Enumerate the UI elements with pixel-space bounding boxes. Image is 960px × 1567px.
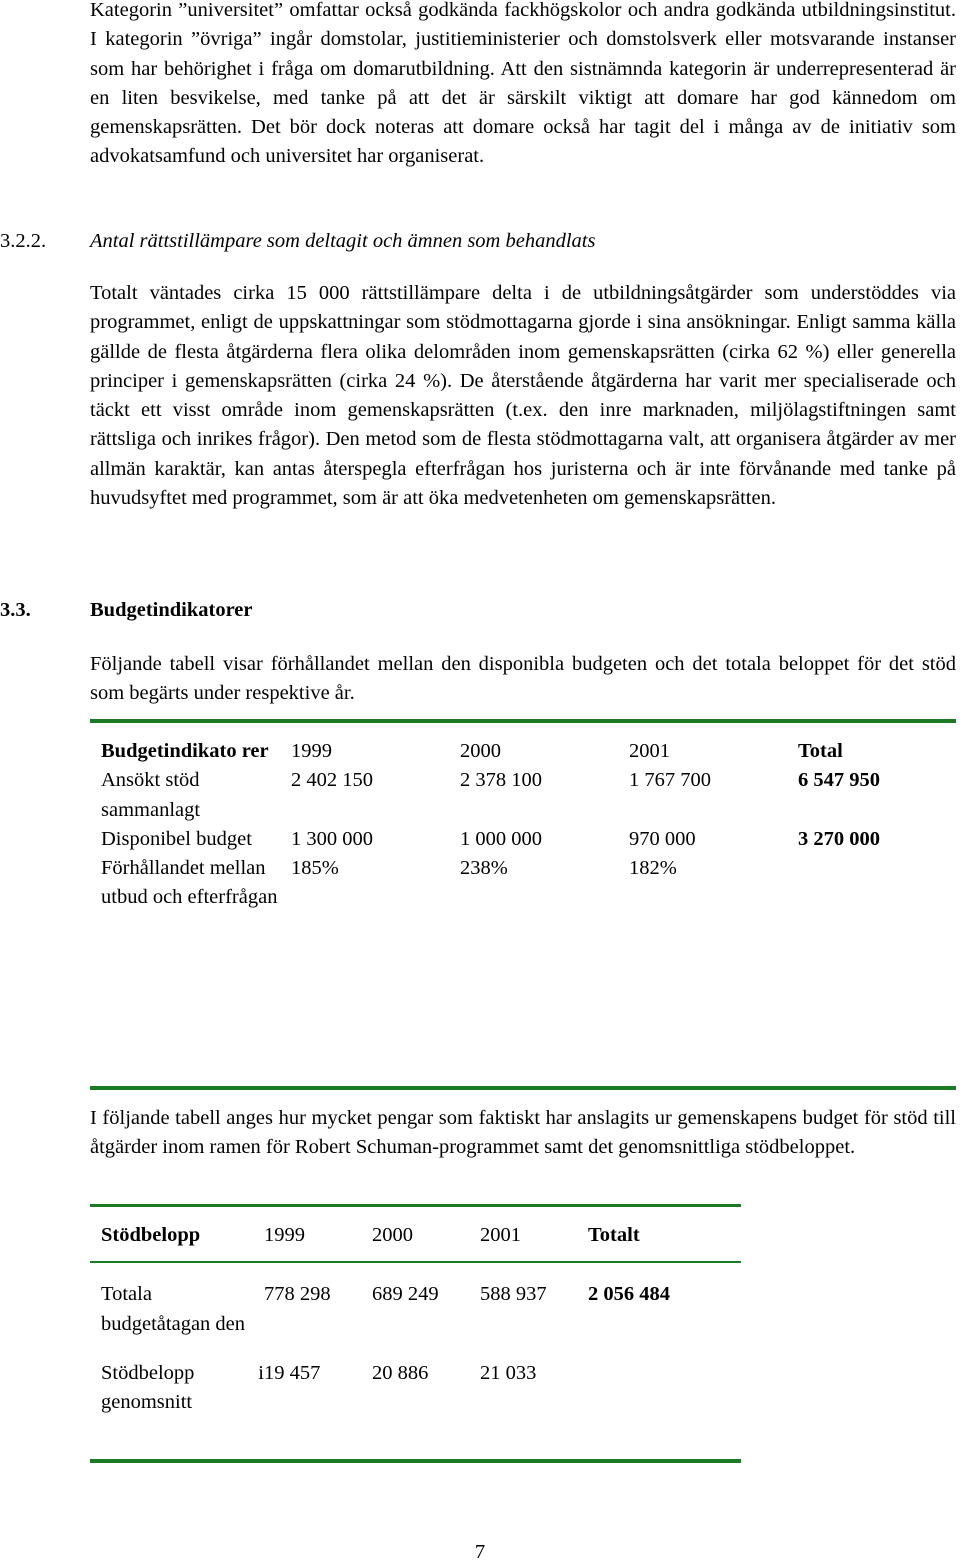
table-cell: 1 300 000 (291, 827, 373, 850)
table-header-cell: Total (798, 740, 843, 762)
table-row (101, 825, 938, 854)
table-cell: 19 457 (264, 1361, 321, 1384)
table-cell: 1 000 000 (460, 827, 542, 850)
paragraph-table1-intro: Följande tabell visar förhållandet mellan den disponibla budgeten och det totala beloppet för det stöd som begärts under respektive år. (90, 653, 956, 705)
table-cell: 238% (460, 857, 508, 880)
table1-top-rule (90, 719, 956, 723)
table-cell: Stödbelopp i genomsnitt (101, 1361, 264, 1414)
table-cell: Förhållandet mellan utbud och efterfrågan (101, 857, 278, 909)
table2-top-rule (90, 1204, 741, 1207)
table-cell (588, 1359, 728, 1418)
table-header-cell: Stödbelopp (101, 1224, 201, 1246)
table-cell: 588 937 (480, 1283, 547, 1306)
table-header-row (101, 737, 938, 766)
table-cell: 6 547 950 (798, 769, 880, 792)
section-title: Antal rättstillämpare som deltagit och ämnen som behandlats (90, 230, 596, 252)
section-number: 3.2.2. (0, 230, 47, 252)
table-cell: 3 270 000 (798, 827, 880, 850)
table-header-cell: 2001 (629, 740, 670, 762)
paragraph-participants: Totalt väntades cirka 15 000 rättstillämpare delta i de utbildningsåtgärder som understöddes via programmet, enligt de uppskattningar som stödmottagarna gjorde i sina ansökningar. Enligt samma källa gällde de flesta åtgärderna flera olika delområden inom gemenskapsrätten (cirka 62 %) eller generella principer i gemenskapsrätten (cirka 24 %). De återstående åtgärderna har varit mer specialiserade och täckt ett visst område inom gemenskapsrätten (t.ex. den inre marknaden, miljölagstiftningen samt rättsliga och inrikes frågor). Den metod som de flesta stödmottagarna valt, att organisera åtgärder av mer allmän karaktär, kan antas återspegla efterfrågan hos juristerna och är inte förvånande med tanke på huvudsyftet med programmet, som är att öka medvetenheten om gemenskapsrätten. (90, 282, 956, 510)
table-row (101, 1268, 728, 1359)
table-cell: 182% (629, 857, 677, 880)
table1-bottom-rule (90, 1086, 956, 1090)
table-cell: Ansökt stöd sammanlagt (101, 769, 201, 821)
table-cell (798, 854, 938, 913)
table-cell: 185% (291, 857, 339, 880)
table-row (101, 854, 938, 913)
table-cell: 20 886 (372, 1361, 429, 1384)
paragraph-categories: Kategorin ”universitet” omfattar också godkända fackhögskolor och andra godkända utbildningsinstitut. I kategorin ”övriga” ingår domstolar, justitieministerier och domstolsverk eller motsvarande instanser som har behörighet i fråga om domarutbildning. Att den sistnämnda kategorin är underrepresenterad är en liten besvikelse, med tanke på att det är särskilt viktigt att domare har god kännedom om gemenskapsrätten. Det bör dock noteras att domare också har tagit del i många av de initiativ som advokatsamfund och universitet har organiserat. (90, 0, 956, 168)
table-cell: 778 298 (264, 1283, 331, 1306)
table-row (101, 766, 938, 825)
section-heading-3-2-2 (0, 227, 956, 256)
table-cell: Disponibel budget (101, 827, 252, 850)
section-number: 3.3. (0, 599, 31, 621)
table-cell: 2 402 150 (291, 769, 373, 792)
section-title: Budgetindikatorer (90, 599, 253, 621)
table-header-cell: Budgetindikato rer (101, 740, 269, 762)
budget-indicator-table (101, 737, 938, 913)
table-cell: 689 249 (372, 1283, 439, 1306)
table-cell: 1 767 700 (629, 769, 711, 792)
table-cell: 970 000 (629, 827, 696, 850)
table-cell: Totala budgetåtagan den (101, 1283, 246, 1335)
support-amount-table (101, 1221, 728, 1417)
table2-bottom-rule (90, 1459, 741, 1463)
table-cell: 2 378 100 (460, 769, 542, 792)
paragraph-table2-intro: I följande tabell anges hur mycket pengar som faktiskt har anslagits ur gemenskapens budget för stöd till åtgärder inom ramen för Robert Schuman-programmet samt det genomsnittliga stödbeloppet. (90, 1107, 956, 1159)
table-header-cell: 2000 (372, 1224, 413, 1246)
table-cell: 2 056 484 (588, 1283, 670, 1306)
table-header-cell: 1999 (291, 740, 332, 762)
section-heading-3-3 (0, 596, 956, 625)
table-cell: 21 033 (480, 1361, 537, 1384)
table-row (101, 1359, 728, 1418)
table-header-cell: 2001 (480, 1224, 521, 1246)
table-header-row (101, 1221, 728, 1268)
page-number: 7 (474, 1541, 486, 1563)
table-header-cell: Totalt (588, 1224, 640, 1246)
table-header-cell: 2000 (460, 740, 501, 762)
table-header-cell: 1999 (264, 1224, 305, 1246)
